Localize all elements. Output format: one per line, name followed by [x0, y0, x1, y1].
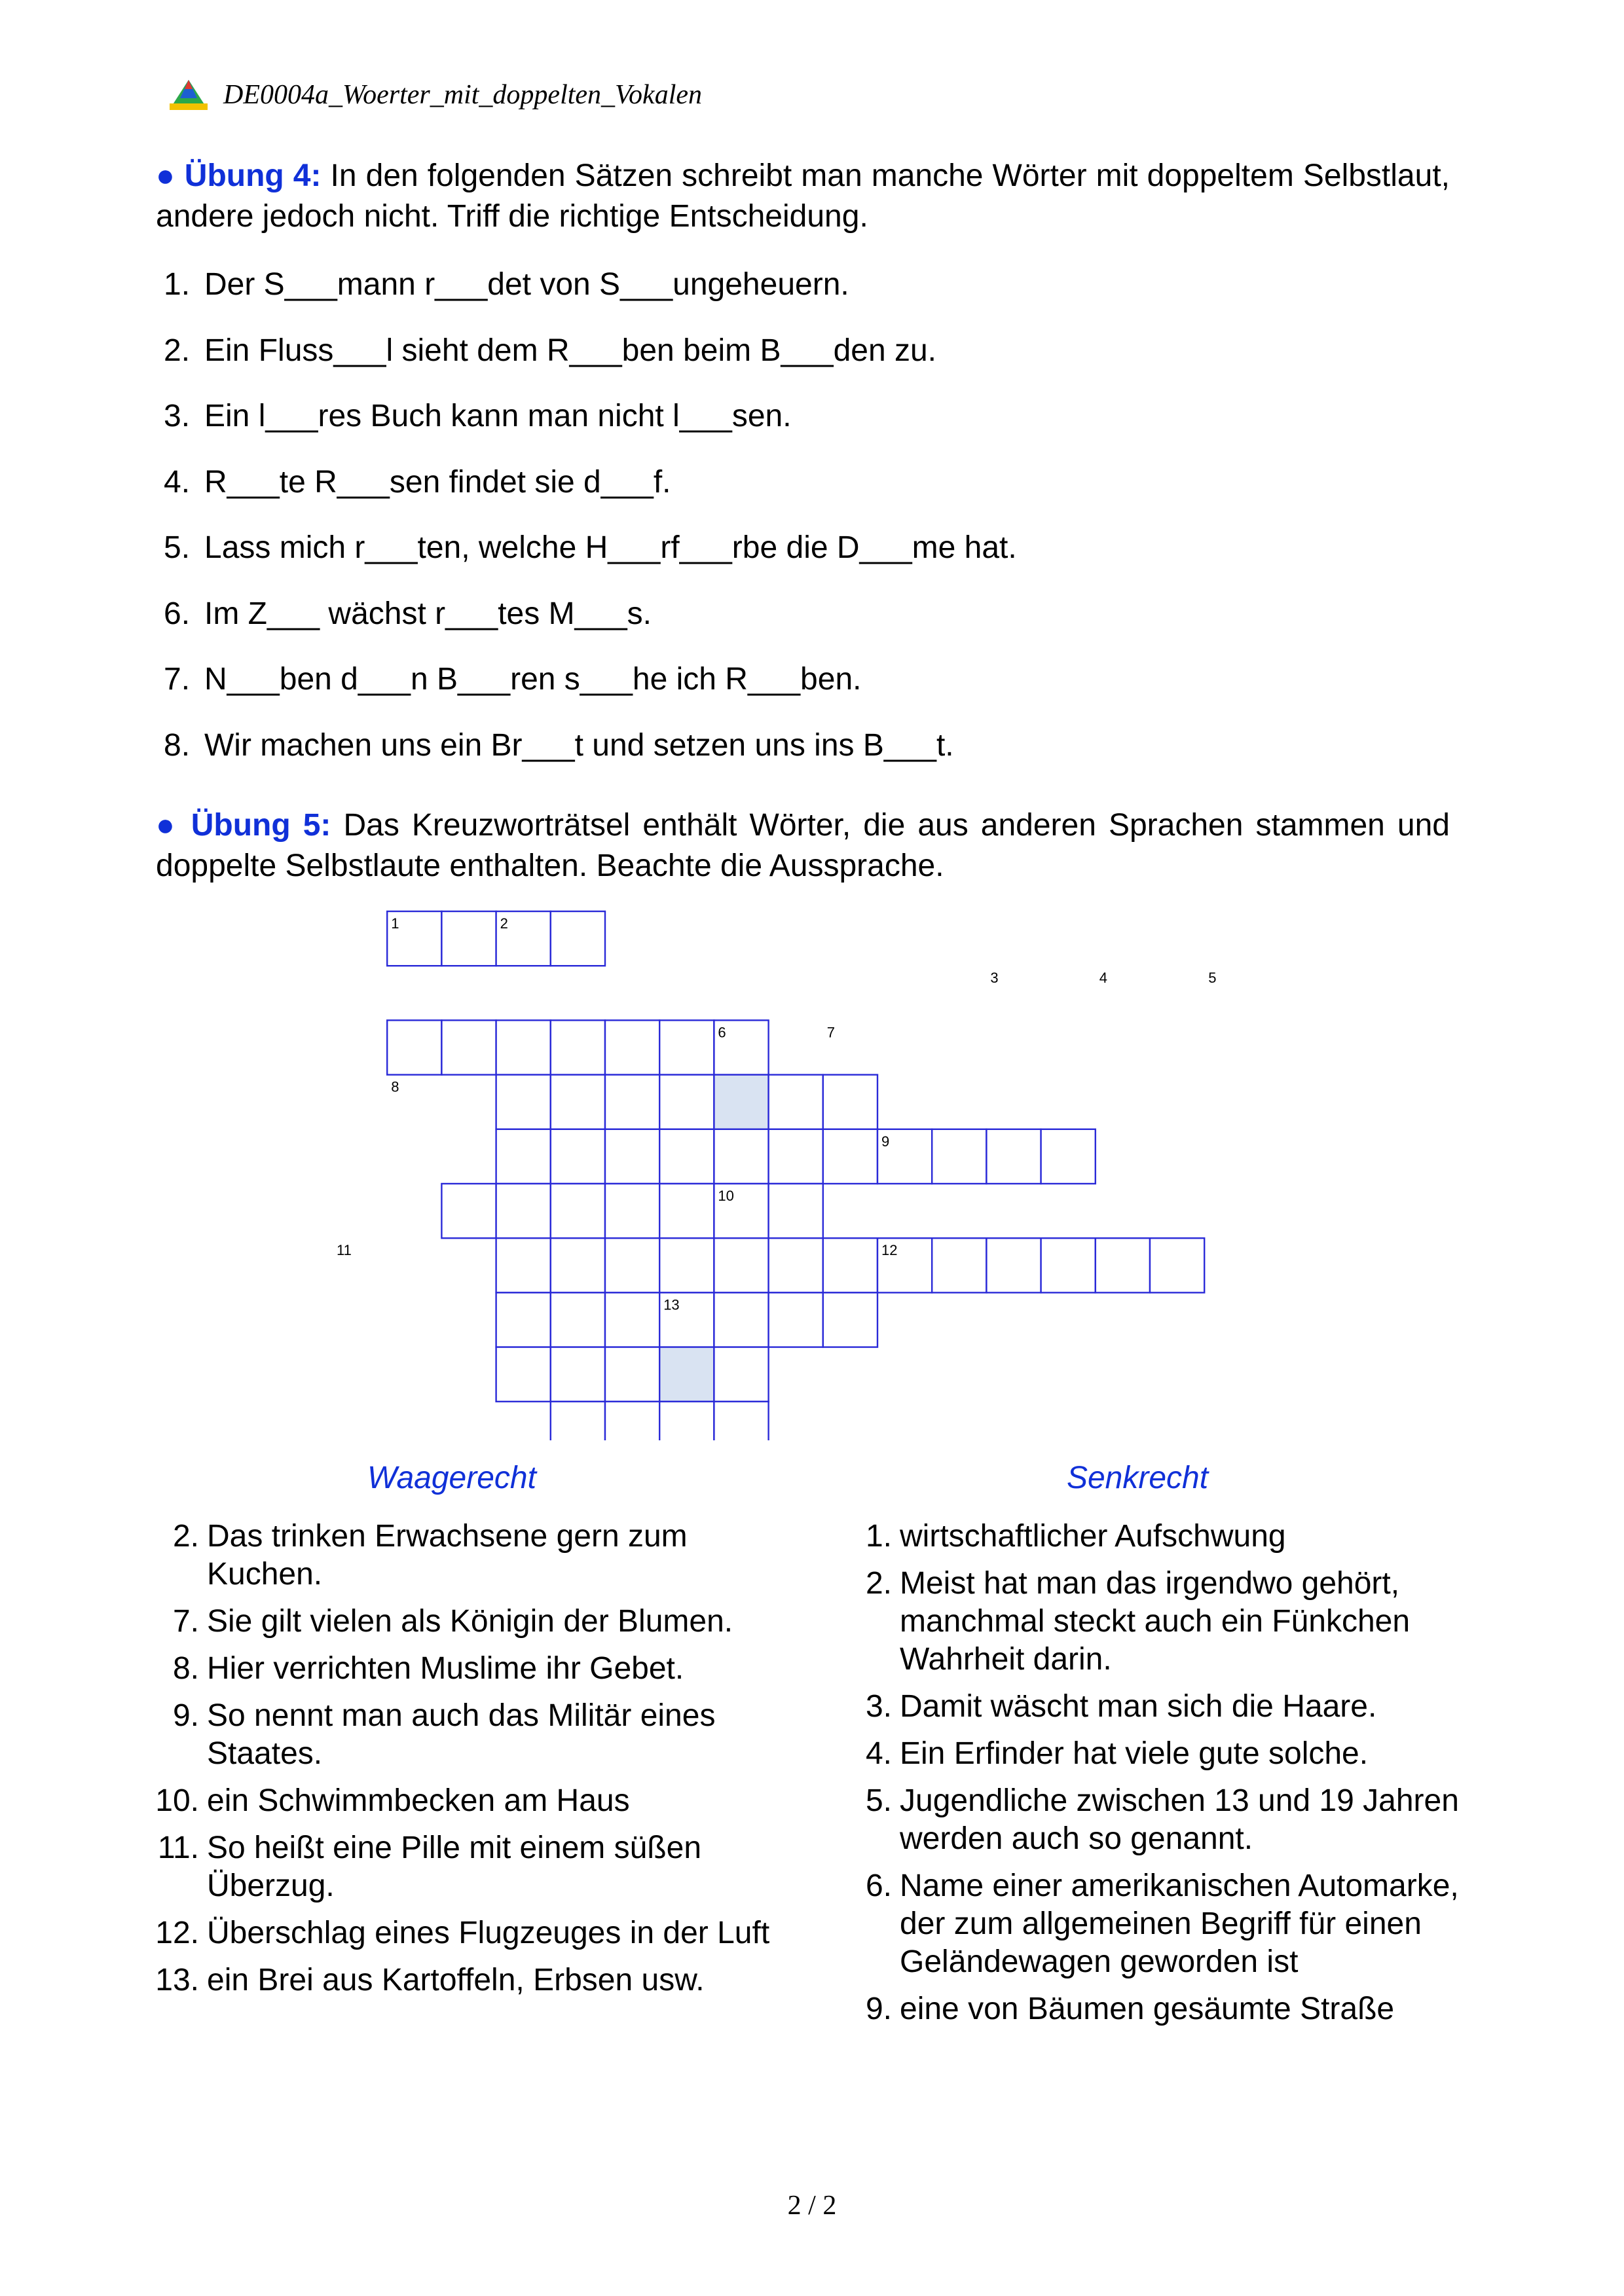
crossword-clue-number: 13 [663, 1296, 680, 1313]
crossword-cell[interactable] [769, 1129, 823, 1184]
clue-number: 2. [865, 1566, 892, 1601]
clue-item [845, 1735, 1473, 1773]
across-heading: Waagerecht [367, 1461, 536, 1495]
clue-text: ein Schwimmbecken am Haus [207, 1783, 630, 1818]
crossword-cell[interactable] [1096, 1238, 1150, 1292]
down-heading: Senkrecht [1066, 1461, 1209, 1495]
crossword-cell[interactable] [441, 1020, 496, 1074]
crossword-clue-number: 5 [1208, 970, 1217, 987]
page-number: 2 / 2 [787, 2191, 837, 2221]
crossword-clue-number: 2 [500, 915, 508, 932]
clue-text: Jugendliche zwischen 13 und 19 Jahren werden auch so genannt. [900, 1783, 1459, 1856]
clue-number: 11. [157, 1831, 199, 1865]
clue-text: ein Brei aus Kartoffeln, Erbsen usw. [207, 1963, 705, 1997]
exercise-4-intro [156, 156, 1450, 237]
sentence-item [164, 528, 1017, 594]
clue-text: Ein Erfinder hat viele gute solche. [900, 1736, 1369, 1771]
crossword-cell[interactable] [387, 911, 441, 966]
sentence-text: Ein Fluss___l sieht dem R___ben beim B___den zu. [204, 333, 937, 368]
sentence-text: Wir machen uns ein Br___t und setzen uns ins B___t. [204, 727, 954, 763]
crossword-cell[interactable] [659, 1075, 714, 1129]
clue-item [152, 1961, 781, 1999]
crossword-cell[interactable] [551, 911, 605, 966]
sentence-item [164, 265, 1017, 331]
clue-item [845, 1518, 1473, 1556]
exercise-5-instruction: Das Kreuzworträtsel enthält Wörter, die aus anderen Sprachen stammen und doppelte Selbstlaute enthalten. Beachte die Aussprache. [156, 808, 1450, 883]
sentence-number: 4. [164, 464, 191, 500]
crossword-cell[interactable] [986, 1238, 1041, 1292]
clue-text: Hier verrichten Muslime ihr Gebet. [207, 1651, 684, 1686]
crossword-cell[interactable] [714, 1402, 768, 1440]
sentence-text: Lass mich r___ten, welche H___rf___rbe die D___me hat. [204, 530, 1017, 565]
clue-number: 7. [172, 1604, 199, 1639]
crossword-clue-number: 8 [391, 1078, 399, 1095]
crossword-cell[interactable] [496, 1292, 551, 1347]
clue-text: Das trinken Erwachsene gern zum Kuchen. [207, 1519, 688, 1592]
clue-item [152, 1697, 781, 1773]
crossword-cell[interactable] [605, 1238, 659, 1292]
clue-number: 9. [172, 1698, 199, 1733]
clue-item [152, 1829, 781, 1905]
clue-text: Sie gilt vielen als Königin der Blumen. [207, 1604, 733, 1639]
crossword-cell[interactable] [605, 1402, 659, 1440]
clue-number: 12. [155, 1916, 199, 1950]
bullet: ● [156, 158, 175, 193]
crossword-cell[interactable] [823, 1129, 877, 1184]
crossword-clue-number: 9 [881, 1133, 890, 1150]
crossword-cell[interactable] [714, 1292, 768, 1347]
crossword-cell[interactable] [551, 1075, 605, 1129]
crossword-cell[interactable] [659, 1292, 714, 1347]
page-header [167, 72, 702, 118]
clue-item [845, 1990, 1473, 2028]
crossword-cell[interactable] [714, 1129, 768, 1184]
crossword-clue-number: 1 [391, 915, 399, 932]
exercise-4-label: Übung 4: [184, 158, 322, 193]
clue-number: 3. [865, 1689, 892, 1724]
crossword-cell[interactable] [659, 1184, 714, 1238]
sentence-item [164, 660, 1017, 726]
clue-number: 5. [865, 1783, 892, 1818]
crossword-cell[interactable] [877, 1238, 932, 1292]
crossword-cell[interactable] [551, 1347, 605, 1402]
crossword-cell[interactable] [769, 1184, 823, 1238]
crossword-cell[interactable] [605, 1184, 659, 1238]
crossword-cell[interactable] [1150, 1238, 1204, 1292]
crossword-cell[interactable] [714, 1184, 768, 1238]
crossword-cell[interactable] [877, 1129, 932, 1184]
crossword-cell[interactable] [441, 1184, 496, 1238]
exercise-5-label: Übung 5: [191, 808, 331, 843]
sentence-item [164, 463, 1017, 529]
crossword-clue-number: 4 [1099, 970, 1108, 987]
sentence-number: 5. [164, 530, 191, 565]
sentence-text: Ein l___res Buch kann man nicht l___sen. [204, 399, 792, 433]
crossword-clue-number: 3 [990, 970, 999, 987]
sentence-item [164, 397, 1017, 463]
clue-text: wirtschaftlicher Aufschwung [900, 1519, 1286, 1554]
crossword-cell[interactable] [551, 1292, 605, 1347]
sentence-text: R___te R___sen findet sie d___f. [204, 464, 671, 500]
crossword-cell[interactable] [496, 1184, 551, 1238]
crossword-cell[interactable] [823, 1292, 877, 1347]
sentence-text: Der S___mann r___det von S___ungeheuern. [204, 267, 849, 302]
crossword-cell[interactable] [496, 911, 551, 966]
crossword-cell[interactable] [769, 1075, 823, 1129]
clue-item [152, 1782, 781, 1820]
crossword-clue-number: 10 [718, 1188, 734, 1204]
crossword-cell[interactable] [605, 1075, 659, 1129]
crossword-cell[interactable] [714, 1347, 768, 1402]
crossword-cell[interactable] [769, 1292, 823, 1347]
crossword-cell[interactable] [932, 1238, 986, 1292]
clue-number: 9. [865, 1992, 892, 2026]
crossword-cell[interactable] [605, 1020, 659, 1074]
crossword-cell[interactable] [659, 1402, 714, 1440]
crossword-cell[interactable] [714, 1020, 768, 1074]
bullet: ● [156, 808, 179, 843]
clue-number: 10. [155, 1783, 199, 1818]
clue-number: 8. [172, 1651, 199, 1686]
crossword-cell[interactable] [823, 1075, 877, 1129]
crossword-cell[interactable] [659, 1020, 714, 1074]
clue-item [845, 1782, 1473, 1858]
crossword-cell[interactable] [659, 1238, 714, 1292]
clue-item [845, 1565, 1473, 1679]
clue-text: eine von Bäumen gesäumte Straße [900, 1992, 1395, 2026]
clue-text: So nennt man auch das Militär eines Staates. [207, 1698, 716, 1771]
clue-number: 4. [865, 1736, 892, 1771]
logo-icon [167, 79, 210, 111]
crossword-cell[interactable] [605, 1347, 659, 1402]
crossword-cell[interactable] [441, 911, 496, 966]
exercise-5-intro [156, 805, 1450, 886]
clue-number: 1. [865, 1519, 892, 1554]
sentence-number: 8. [164, 727, 191, 763]
sentence-number: 3. [164, 399, 191, 433]
clue-item [152, 1650, 781, 1688]
crossword-cell[interactable] [769, 1238, 823, 1292]
crossword-cell[interactable] [496, 1238, 551, 1292]
crossword-cell[interactable] [496, 1075, 551, 1129]
crossword-cell[interactable] [496, 1020, 551, 1074]
sentence-text: Im Z___ wächst r___tes M___s. [204, 596, 652, 631]
crossword-cell[interactable] [823, 1238, 877, 1292]
sentence-item [164, 331, 1017, 397]
sentence-number: 6. [164, 596, 191, 631]
crossword-cell[interactable] [1041, 1238, 1096, 1292]
down-clue-list [845, 1518, 1473, 2037]
crossword-cell[interactable] [551, 1129, 605, 1184]
crossword-cell[interactable] [551, 1184, 605, 1238]
document-title: DE0004a_Woerter_mit_doppelten_Vokalen [223, 80, 703, 110]
clue-number: 2. [172, 1519, 199, 1554]
crossword-cell[interactable] [605, 1292, 659, 1347]
sentence-text: N___ben d___n B___ren s___he ich R___ben. [204, 662, 862, 697]
sentence-list [164, 265, 1017, 792]
sentence-number: 1. [164, 267, 191, 302]
crossword-cell-shaded[interactable] [659, 1347, 714, 1402]
clue-item [845, 1688, 1473, 1726]
crossword-cell[interactable] [986, 1129, 1041, 1184]
crossword-clue-number: 12 [881, 1242, 898, 1259]
sentence-number: 2. [164, 333, 191, 368]
crossword-cell[interactable] [551, 1238, 605, 1292]
crossword-cell[interactable] [551, 1402, 605, 1440]
crossword-clue-number: 11 [337, 1242, 352, 1259]
crossword-cell-shaded[interactable] [714, 1075, 768, 1129]
crossword-cell[interactable] [605, 1129, 659, 1184]
crossword-cell[interactable] [496, 1347, 551, 1402]
clue-text: So heißt eine Pille mit einem süßen Überzug. [207, 1831, 702, 1903]
clue-text: Überschlag eines Flugzeuges in der Luft [207, 1916, 770, 1950]
sentence-item [164, 726, 1017, 792]
clue-text: Meist hat man das irgendwo gehört, manchmal steckt auch ein Fünkchen Wahrheit darin. [900, 1566, 1411, 1677]
crossword-cell[interactable] [496, 1129, 551, 1184]
clue-number: 6. [865, 1868, 892, 1903]
crossword-cell[interactable] [1041, 1129, 1096, 1184]
clue-item [152, 1603, 781, 1641]
sentence-number: 7. [164, 662, 191, 697]
clue-number: 13. [155, 1963, 199, 1997]
crossword-cell[interactable] [714, 1238, 768, 1292]
clue-text: Damit wäscht man sich die Haare. [900, 1689, 1377, 1724]
clue-text: Name einer amerikanischen Automarke, der zum allgemeinen Begriff für einen Geländewagen geworden ist [900, 1868, 1459, 1979]
exercise-4-instruction: In den folgenden Sätzen schreibt man manche Wörter mit doppeltem Selbstlaut, andere jedoch nicht. Triff die richtige Entscheidung. [156, 158, 1450, 234]
crossword-clue-number: 7 [826, 1024, 836, 1041]
clue-item [845, 1867, 1473, 1981]
crossword-clue-number: 6 [718, 1024, 726, 1041]
clue-item [152, 1518, 781, 1594]
across-clue-list [152, 1518, 781, 2009]
clue-item [152, 1914, 781, 1952]
sentence-item [164, 594, 1017, 661]
crossword-cell[interactable] [387, 1020, 441, 1074]
crossword-cell[interactable] [932, 1129, 986, 1184]
crossword-cell[interactable] [659, 1129, 714, 1184]
crossword-cell[interactable] [551, 1020, 605, 1074]
